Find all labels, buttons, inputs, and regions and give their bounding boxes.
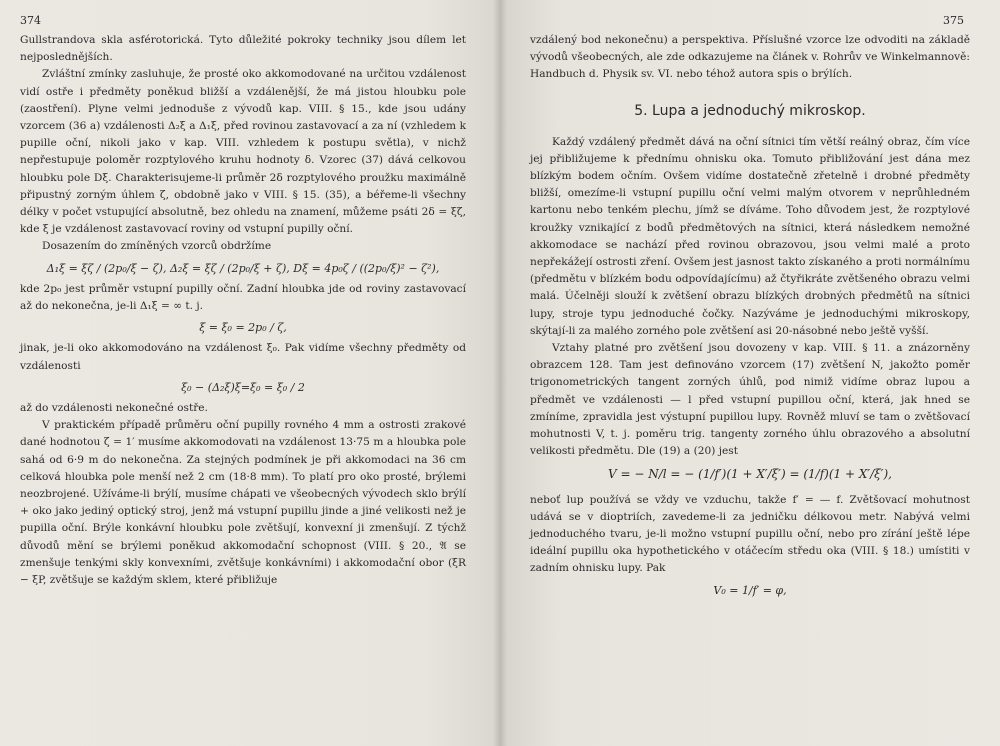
paragraph: vzdálený bod nekonečnu) a perspektiva. Příslušné vzorce lze odvoditi na základě vývodů všeobecných, ale zde odkazujeme na článek v. Rohrův ve Winkelmannově: Handbuch d. Physik sv. VI. nebo téhož autora spis o brýlích. <box>530 34 970 81</box>
formula: ξ = ξ₀ = 2p₀ / ζ, <box>199 321 287 335</box>
paragraph: jinak, je-li oko akkomodováno na vzdálenost ξ₀. Pak vidíme všechny předměty od vzdálenosti <box>20 342 466 372</box>
paragraph: Zvláštní zmínky zasluhuje, že prosté oko akkomodované na určitou vzdálenost vidí ostře i předměty poněkud bližší a vzdálenější, že má jistou hloubku pole (zaostření). Plyne velmi jednoduše z vývodů kap. VIII. § 15., kde jsou udány vzorcem (36 a) vzdálenosti Δ₂ξ a Δ₁ξ, před rovinou zastavovací a za ní (vzhledem k pupille oční, nikoli jako v kap. VIII. vzhledem k postupu světla), v nichž nepřestupuje poloměr rozptylového kruhu hodnoty δ. Vzorec (37) dává celkovou hloubku pole Dξ. Charakterisujeme-li průměr 2δ rozptylového proužku maximálně připustný zorným úhlem ζ, obdobně jako v VIII. § 15. (35), a béřeme-li všechny délky v počet vstupující absolutně, bez ohledu na znamení, můžeme psáti 2δ = ξζ, kde ξ je vzdálenost zastavovací roviny od vstupní pupilly oční. <box>20 68 466 236</box>
page-number-left: 374 <box>20 14 41 27</box>
paragraph: V praktickém případě průměru oční pupilly rovného 4 mm a ostrosti zrakové dané hodnotou ζ = 1′ musíme akkomodovati na vzdálenost 13·75 m a hloubka pole sahá od 6·9 m do nekonečna. Za stejných podmínek je při akkomodaci na 36 cm celková hloubka pole menší než 2 cm (18·8 mm). To platí pro oko prosté, brýlemi neozbrojené. Užíváme-li brýlí, musíme chápati ve všeobecných vývodech sklo brýlí + oko jako jediný optický stroj, jenž má vstupní pupillu jinde a jiné velikosti než je pupilla oční. Brýle konkávní hloubku pole zvětšují, konvexní ji zmenšují. Z týchž důvodů mění se brýlemi poněkud akkomodační schopnost (VIII. § 20., 𝔄 se zmenšuje tenkými skly konvexními, zvětšuje konkávními) i akkomodační obor (ξR − ξP, zvětšuje se každým sklem, které přibližuje <box>20 419 466 587</box>
paragraph: Vztahy platné pro zvětšení jsou dovozeny v kap. VIII. § 11. a znázorněny obrazcem 128. Tam jest definováno vzorcem (17) zvětšení N, jakožto poměr trigonometrických tangent zorných úhlů, pod nimiž vidíme obraz lupou a předmět ve vzdálenosti — l před vstupní pupillou oční, která, jak hned se zmíníme, zpravidla jest výstupní pupillou lupy. Rovněž mluví se tam o zvětšovací mohutnosti V, t. j. poměru trig. tangenty zorného úhlu obrazového a absolutní velikosti předmětu. Dle (19) a (20) jest <box>530 342 970 458</box>
paragraph: až do vzdálenosti nekonečné ostře. <box>20 402 208 415</box>
formula: ξ₀ − (Δ₂ξ)ξ=ξ₀ = ξ₀ / 2 <box>181 380 305 394</box>
book-gutter <box>493 0 507 746</box>
formula: V = − N/l = − (1/f′)(1 + X′/ξ′) = (1/f)(1 + X′/ξ′), <box>608 467 892 482</box>
paragraph: kde 2p₀ jest průměr vstupní pupilly oční. Zadní hloubka jde od roviny zastavovací až do nekonečna, je-li Δ₁ξ = ∞ t. j. <box>20 282 466 313</box>
page-number-right: 375 <box>943 14 964 27</box>
right-page <box>500 0 1000 746</box>
paragraph: Každý vzdálený předmět dává na oční sítnici tím větší reálný obraz, čím více jej přibližujeme k přednímu ohnisku oka. Tomuto přibližování jest dána mez blízkým bodem očním. Ovšem vidíme dostatečně zřetelně i drobné předměty bližší, omezíme-li vstupní pupillu oční velmi malým otvorem v neprůhledném kartonu nebo tenkém plechu, jímž se díváme. Toho důvodem jest, že rozptylové kroužky vznikající z bodů předmětových na sítnici, která následkem nemožné akkomodace se nachází před rovinou obrazovou, jsou velmi malé a proto nepřekážejí ostrosti zření. Ovšem jest jasnost takto získaného a proti normálnímu (předmětu v blízkém bodu odpovídajícímu) až čtyřikráte zvětšeného obrazu velmi malá. Účelněji slouží k zvětšení obrazu blízkých drobných předmětů na sítnici lupy, stroje typu jednoduché čočky. Nazýváme je jednoduchými mikroskopy, skýtají-li za malého zorného pole zvětšení asi 20-násobné nebo ještě vyšší. <box>530 135 970 337</box>
formula: Δ₁ξ = ξζ / (2p₀/ξ − ζ), Δ₂ξ = ξζ / (2p₀/ξ + ζ), Dξ = 4p₀ζ / ((2p₀/ξ)² − ζ²), <box>46 261 440 275</box>
section-heading: 5. Lupa a jednoduchý mikroskop. <box>634 102 866 119</box>
paragraph: neboť lup používá se vždy ve vzduchu, takže f′ = — f. Zvětšovací mohutnost udává se v dioptriích, zavedeme-li za jedničku délkovou metr. Nabývá velmi jednoduchého tvaru, je-li možno vstupní pupillu oční, nebo pro zírání ještě lépe ideální pupillu oka hypothetického v otáčecím středu oka (VIII. § 18.) umístiti v zadním ohnisku lupy. Pak <box>530 493 970 575</box>
paragraph: Dosazením do zmíněných vzorců obdržíme <box>42 240 272 253</box>
formula: V₀ = 1/f′ = φ, <box>713 583 787 597</box>
paragraph: Gullstrandova skla asférotorická. Tyto důležité pokroky techniky jsou dílem let nejposlednějších. <box>20 34 466 64</box>
